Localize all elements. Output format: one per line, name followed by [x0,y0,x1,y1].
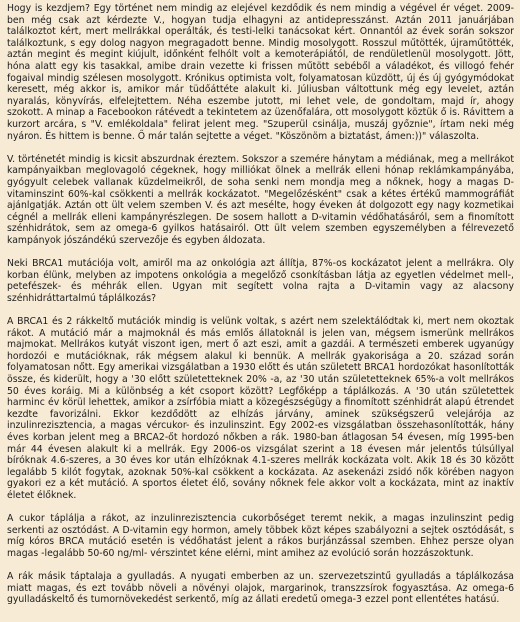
article-paragraph: A BRCA1 és 2 rákkeltő mutációk mindig is velünk voltak, s azért nem szelektálódtak ki, mert nem okoztak rákot. A mutáció már a majmoknál és más emlős állatoknál is jelen van, mégsem ismerünk mellrákos majmokat. Mellrákos kutyát viszont igen, mert ő azt eszi, amit a gazdái. A természeti emberek ugyanúgy hordozói e mutációknak, rák mégsem alakul ki bennük. A mellrák gyakorisága a 20. század során folyamatosan nőtt. Egy amerikai vizsgálatban a 1930 előtt és után született BRCA1 hordozókat hasonlították össze, és kiderült, hogy a '30 előtt születetteknek 20% -a, az '30 után születetteknek 65%-a volt mellrákos 50 éves koráig. Mi a különbség a két csoport között? Legfőképp a táplálkozás. A '30 után születettek harminc év körül lehettek, amikor a zsírfóbia miatt a közegészségügy a finomított szénhidrát alapú étrendet kezdte favorizálni. Ekkor kezdődött az elhízás járvány, aminek szükségszerű velejárója az inzulinrezisztencia, a magas vércukor- és inzulinszint. Egy 2002-es vizsgálatban összehasonlították, hány éves korban jelent meg a BRCA2-őt hordozó nőkben a rák. 1980-ban átlagosan 54 évesen, míg 1995-ben már 44 évesen alakult ki a mellrák. Egy 2006-os vizsgálat szerint a 18 évesen már jelentős túlsúllyal bíróknak 4.6-szeres, a 30 éves kor után elhízóknak 4.1-szeres mellrák kockázata volt. Akik 18 és 30 között legalább 5 kilót fogytak, azoknak 50%-kal csökkent a kockázata. Az asekenázi zsidó nők körében nagyon gyakori ez a két mutáció. A sportos életet élő, sovány nőknek fele akkor volt a kockázata, mint az inaktív életet élőknek. [7,316,514,501]
article-paragraph: V. történetét mindig is kicsit abszurdnak éreztem. Sokszor a szemére hánytam a médiának, meg a mellrákot kampányaikban meglovagoló cégeknek, hogy milliókat ölnek a mellrák elleni hónap reklámkampányába, gyógyult celebek vallanak küzdelmeikről, de soha senki nem mondja meg a nőknek, hogy a magas D-vitaminszint 60%-kal csökkenti a mellrák kockázatot. "Megelőzésként" csak a kétes értékű mammográfiát ajánlgatják. Aztán ott ült velem szemben V. és azt mesélte, hogy éveken át dolgozott egy nagy kozmetikai cégnél a mellrák elleni kampányrészlegen. De sosem hallott a D-vitamin védőhatásáról, sem a finomított szénhidrátok, sem az omega-6 gyilkos hatásairól. Ott ült velem szemben egyszemélyben a félrevezető kampányok jószándékú szervezője és egyben áldozata. [7,153,514,246]
article-paragraph: Hogy is kezdjem? Egy történet nem mindig az elejével kezdődik és nem mindig a végével ér véget. 2009-ben még csak azt kérdezte V., hogyan tudja elhagyni az antidepresszánst. Aztán 2011 januárjában találkoztot kért, mert mellrákkal operálták, és testi-lelki tanácsokat kért. Onnantól az évek során sokszor találkoztunk, s egy dolog nagyon megragadott benne. Mindig mosolygott. Rosszul műtötték, újraműtötték, aztán megint és megint kiújult, időnként felhólt volt a kemoterápiától, de rendületlenül mosolygott. Jött, hóna alatt egy kis tasakkal, amibe drain vezette ki frissen műtött sebéből a váladékot, és villogó fehér fogaival mindig szélesen mosolygott. Krónikus optimista volt, folyamatosan küzdött, új és új gyógymódokat keresett, még akkor is, amikor már tüdőáttéte alakult ki. Júliusban váltottunk még egy levelet, aztán nyaralás, könyvírás, elfelejtettem. Néha eszembe jutott, mi lehet vele, de gondoltam, majd ír, ahogy szokott. A minap a Facebookon rátévedt a tekintetem az üzenőfalára, ott mosolygott köztük ő is. Rávittem a kurzort arcára, s "V. emlékoldala" felirat jelent meg. "Szuperül csinálja, muszáj győznie", írtam neki még nyáron. És hittem is benne. Ő már talán sejtette a véget. "Köszönöm a biztatást, ámen:))" válaszolta. [7,3,514,142]
article-paragraph: A rák másik táptalaja a gyulladás. A nyugati emberben az un. szervezetszintű gyulladás a táplálkozása miatt magas, és ezt tovább növeli a növényi olajok, margarinok, transzzsírok fogyasztása. Az omega-6 gyulladáskeltő és tumornövekedést serkentő, míg az állati eredetű omega-3 ezzel pont ellentétes hatású. [7,571,514,606]
article-paragraph: Neki BRCA1 mutációja volt, amiről ma az onkológia azt állítja, 87%-os kockázatot jelent a mellrákra. Oly korban élünk, melyben az impotens onkológia a megelőző csonkításban látja az egyetlen védelmet mell-, petefészek- és méhrák ellen. Ugyan mit segített volna rajta a D-vitamin vagy az alacsony szénhidráttartalmú táplálkozás? [7,258,514,304]
article-paragraph: A cukor táplálja a rákot, az inzulinrezisztencia cukorbőséget teremt nekik, a magas inzulinszint pedig serkenti az osztódást. A D-vitamin egy hormon, amely többek közt képes szabályozni a sejtek osztódását, s míg kóros BRCA mutáció esetén is védőhatást jelent a rákos burjánzással szemben. Ehhez persze olyan magas -legalább 50-60 ng/ml- vérszintet kéne elérni, mint amihez az evolúció során hozzászoktunk. [7,513,514,559]
